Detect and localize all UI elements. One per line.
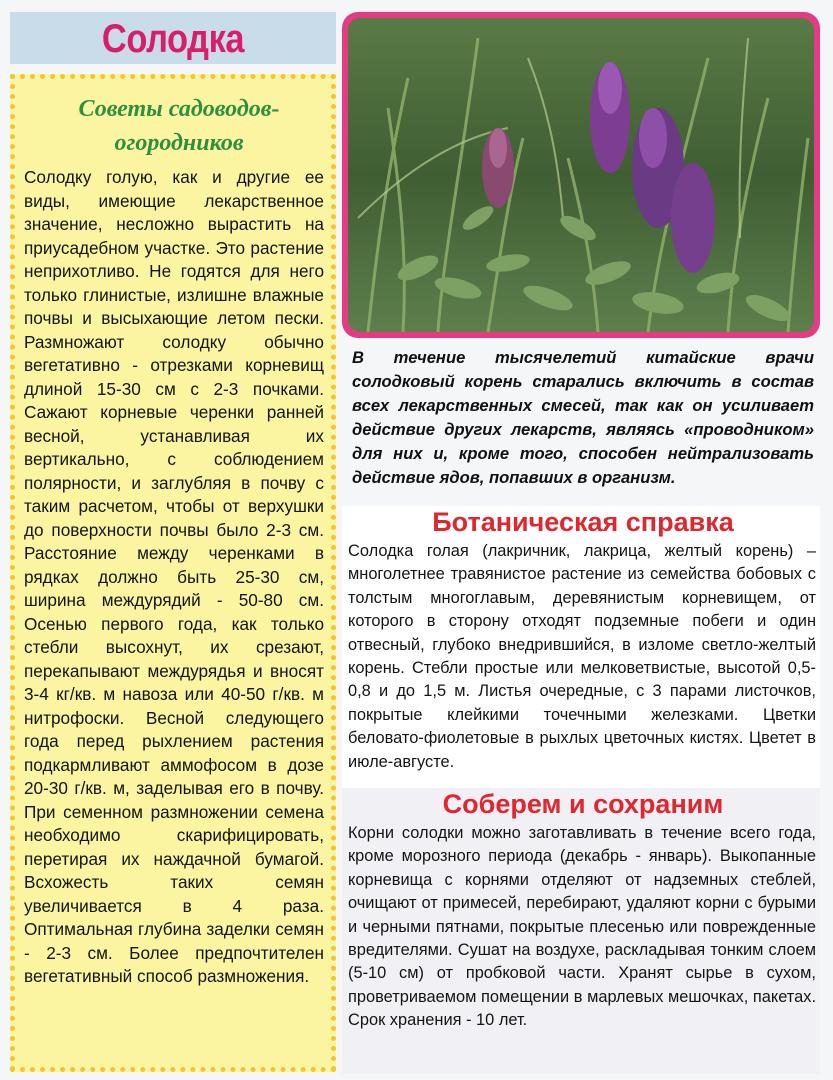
page-title: Солодка [101,17,245,61]
tips-text: Солодку голую, как и другие ее виды, имеющие лекарственное значение, несложно вырастить на приусадебном участке. Это растение неприхотливо. Не годятся для него только глинистые, излишне влажные почвы и высыхающие летом пески. Размножают солодку обычно вегетативно - отрезками корневищ длиной 15-30 см с 2-3 почками. Сажают корневые черенки ранней весной, устанавливая их вертикально, с соблюдением полярности, и заглубляя в почву с таким расчетом, чтобы от верхушки до поверхности почвы было 2-3 см. Расстояние между черенками в рядках должно быть 25-30 см, ширина междурядий - 50-80 см. Осенью первого года, как только стебли высохнут, их срезают, перекапывают междурядья и вносят 3-4 кг/кв. м навоза или 40-50 г/кв. м нитрофоски. Весной следующего года перед рыхлением растения подкармливают аммофосом в дозе 20-30 г/кв. м, заделывая его в почву. При семенном размножении семена необходимо скарифицировать, перетирая их наждачной бумагой. Всхожесть таких семян увеличивается в 4 раза. Оптимальная глубина заделки семян - 2-3 см. Более предпочтителен вегетативный способ размножения. [24,167,324,986]
licorice-plant-photo [348,18,814,332]
tips-heading: Советы садоводов-огородников [78,96,280,156]
botany-heading: Ботаническая справка [432,507,734,537]
collect-text: Корни солодки можно заготавливать в течение всего года, кроме морозного периода (декабрь - январь). Выкопанные корневища с корнями отделяют от надземных стеблей, очищают от примесей, перебирают, удаляют корни с бурыми и черными пятнами, покрытые плесенью или поврежденные вредителями. Сушат на воздухе, раскладывая тонким слоем (5-10 см) от пробковой части. Хранят сырье в сухом, проветриваемом помещении в марлевых мешочках, пакетах. Срок хранения - 10 лет. [348,824,816,1030]
plant-illustration [348,18,814,332]
botany-text: Солодка голая (лакричник, лакрица, желтый корень) – многолетнее травянистое растение из семейства бобовых с толстым многоглавым, деревянистым корневищем, от которого в сторону отходят подземные побеги и один отвесный, глубоко внедрившийся, в изломе светло-желтый корень. Стебли простые или мелковетвистые, высотой 0,5-0,8 и до 1,5 м. Листья очередные, с 3 парами листочков, покрытые клейкими точечными железками. Цветки беловато-фиолетовые в рыхлых цветочных кистях. Цветет в июле-августе. [348,542,816,771]
photo-frame [342,12,820,338]
photo-caption: В течение тысячелетий китайские врачи солодковый корень старались включить в состав всех лекарственных смесей, так как он усиливает действие других лекарств, являясь «проводником» для них и, кроме того, способен нейтрализовать действие ядов, попавших в организм. [352,348,814,487]
collect-heading: Соберем и сохраним [442,789,724,819]
title-banner [10,12,336,64]
